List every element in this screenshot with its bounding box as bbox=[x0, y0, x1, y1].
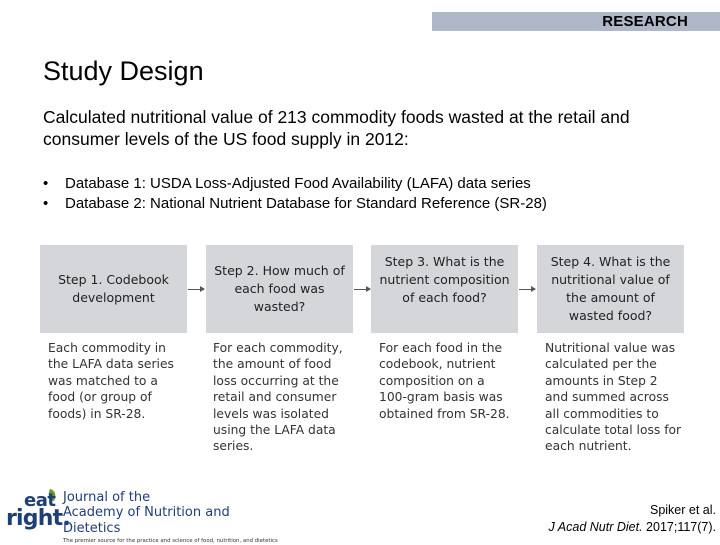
step-2-description: For each commodity, the amount of food loss occurring at the retail and consumer levels was isolated using the LAFA data series. bbox=[213, 341, 343, 454]
arrow-right-icon bbox=[519, 289, 535, 290]
journal-tagline: The premier source for the practice and science of food, nutrition, and dietetics bbox=[63, 538, 278, 544]
intro-text: Calculated nutritional value of 213 commodity foods wasted at the retail and consumer levels of the US food supply in 2012: bbox=[43, 107, 630, 149]
eatright-logo bbox=[6, 490, 70, 532]
list-item: • Database 2: National Nutrient Database for Standard Reference (SR-28) bbox=[43, 194, 547, 214]
database-list bbox=[43, 174, 547, 214]
list-item: • Database 1: USDA Loss-Adjusted Food Availability (LAFA) data series bbox=[43, 174, 547, 194]
arrow-right-icon bbox=[188, 289, 204, 290]
journal-name bbox=[63, 490, 281, 545]
citation-journal: J Acad Nutr Diet. bbox=[548, 520, 643, 534]
journal-line-1: Journal of the bbox=[63, 490, 151, 505]
citation-volume: 2017;117(7). bbox=[642, 520, 716, 534]
section-label: RESEARCH bbox=[602, 13, 688, 30]
step-1-box: Step 1. Codebook development bbox=[40, 245, 187, 333]
step-3-description: For each food in the codebook, nutrient composition on a 100-gram basis was obtained from SR-28. bbox=[379, 341, 510, 421]
step-2-box: Step 2. How much of each food was wasted? bbox=[206, 245, 353, 333]
citation-authors: Spiker et al. bbox=[649, 503, 716, 517]
step-1-description: Each commodity in the LAFA data series was matched to a food (or group of foods) in SR-28. bbox=[48, 341, 174, 421]
journal-line-2: Academy of Nutrition and Dietetics bbox=[63, 505, 230, 536]
logo-eat: eat bbox=[24, 490, 56, 511]
citation-source bbox=[549, 519, 716, 536]
arrow-right-icon bbox=[354, 289, 370, 290]
logo-right: right. bbox=[6, 506, 70, 531]
citation bbox=[549, 502, 716, 536]
slide-title: Study Design bbox=[43, 56, 204, 86]
step-4-description: Nutritional value was calculated per the amounts in Step 2 and summed across all commodities to calculate total loss for each nutrient. bbox=[545, 341, 682, 454]
section-banner bbox=[432, 12, 720, 31]
step-4-box: Step 4. What is the nutritional value of the amount of wasted food? bbox=[537, 245, 684, 333]
step-3-box: Step 3. What is the nutrient composition of each food? bbox=[371, 245, 518, 333]
